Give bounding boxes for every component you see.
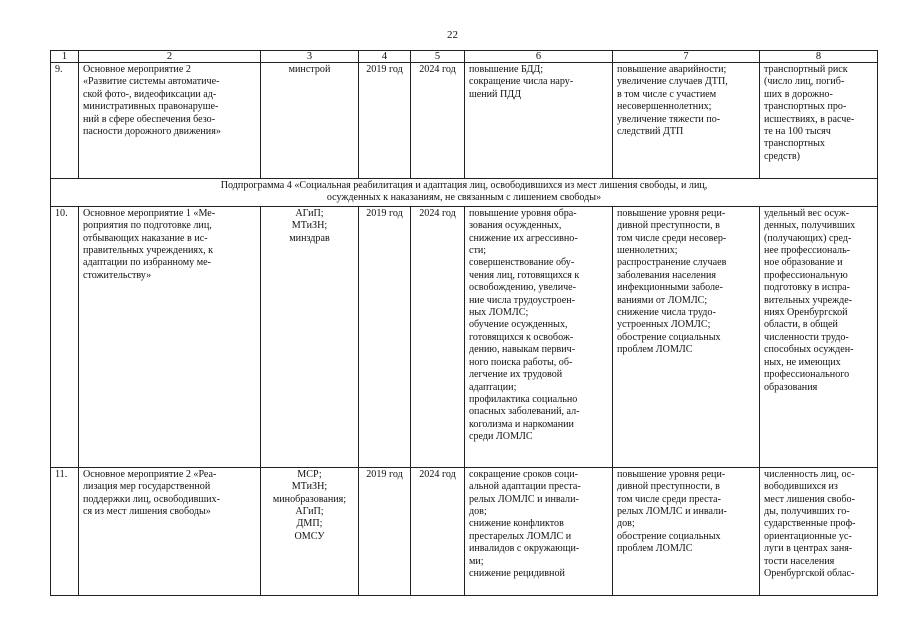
column-number: 6 bbox=[465, 51, 613, 63]
text-line: вительных учрежде- bbox=[764, 294, 853, 306]
text-line: ся из мест лишения свободы» bbox=[83, 506, 211, 518]
text-line: ми; bbox=[469, 555, 484, 567]
start-year-cell: 2019 год bbox=[359, 63, 411, 179]
text-line: министративных правонаруше- bbox=[83, 101, 219, 113]
text-line: (число лиц, погиб- bbox=[764, 76, 845, 88]
end-year-cell: 2024 год bbox=[411, 467, 465, 595]
text-line: сокращение числа нару- bbox=[469, 76, 574, 88]
text-line: ды, получивших го- bbox=[764, 506, 850, 518]
text-line: образования bbox=[764, 381, 818, 393]
text-line: те на 100 тысяч bbox=[764, 126, 831, 138]
start-year-cell: 2019 год bbox=[359, 467, 411, 595]
text-line: альной адаптации преста- bbox=[469, 481, 581, 493]
consequences-cell bbox=[613, 206, 760, 467]
indicator-cell bbox=[760, 63, 878, 179]
text-line: (получающих) сред- bbox=[764, 232, 852, 244]
text-line: престарелых ЛОМЛС и bbox=[469, 530, 572, 542]
text-line: минстрой bbox=[288, 64, 331, 75]
text-line: численность лиц, ос- bbox=[764, 468, 855, 480]
text-line: транспортный риск bbox=[764, 64, 848, 75]
text-line: поддержки лиц, освободивших- bbox=[83, 493, 220, 505]
text-line: вободившихся из bbox=[764, 481, 838, 493]
indicator-cell bbox=[760, 467, 878, 595]
text-line: инфекционными заболе- bbox=[617, 282, 723, 294]
text-line: Оренбургской облас- bbox=[764, 568, 855, 580]
text-line: среди ЛОМЛС bbox=[469, 431, 533, 443]
text-line: Основное мероприятие 1 «Ме- bbox=[83, 207, 216, 219]
text-line: повышение уровня реци- bbox=[617, 207, 726, 219]
text-line: обострение социальных bbox=[617, 331, 721, 343]
page-number: 22 bbox=[447, 29, 458, 41]
text-line: минздрав bbox=[289, 232, 330, 244]
text-line: транспортных bbox=[764, 138, 825, 150]
text-line: обострение социальных bbox=[617, 530, 721, 542]
row-number: 10. bbox=[51, 206, 79, 467]
text-line: увеличение случаев ДТП, bbox=[617, 76, 728, 88]
measure-cell bbox=[79, 206, 261, 467]
measures-table bbox=[50, 50, 878, 596]
text-line: ших в дорожно- bbox=[764, 88, 833, 100]
executor-cell bbox=[261, 63, 359, 179]
text-line: адаптации; bbox=[469, 381, 517, 393]
indicator-cell bbox=[760, 206, 878, 467]
text-line: ний в сфере обеспечения безо- bbox=[83, 113, 216, 125]
text-line: отбывающих наказание в ис- bbox=[83, 232, 208, 244]
text-line: правительных учреждениях, к bbox=[83, 245, 214, 257]
text-line: снижение рецидивной bbox=[469, 568, 565, 580]
text-line: инвалидов с окружающи- bbox=[469, 543, 580, 555]
text-line: распространение случаев bbox=[617, 257, 727, 269]
end-year-cell: 2024 год bbox=[411, 63, 465, 179]
text-line: ных ЛОМЛС; bbox=[469, 307, 529, 319]
text-line: способных осужден- bbox=[764, 344, 854, 356]
text-line: зования осужденных, bbox=[469, 220, 562, 232]
text-line: готовящихся к освобож- bbox=[469, 331, 574, 343]
text-line: транспортных про- bbox=[764, 101, 847, 113]
text-line: ное образование и bbox=[764, 257, 843, 269]
text-line: адаптации по избранному ме- bbox=[83, 257, 211, 269]
text-line: легчение их трудовой bbox=[469, 369, 563, 381]
text-line: дению, навыкам первич- bbox=[469, 344, 576, 356]
text-line: шений ПДД bbox=[469, 88, 522, 100]
text-line: повышение уровня обра- bbox=[469, 207, 577, 219]
text-line: численности трудо- bbox=[764, 331, 849, 343]
result-cell bbox=[465, 206, 613, 467]
executor-cell bbox=[261, 206, 359, 467]
text-line: нее профессиональ- bbox=[764, 245, 851, 257]
text-line: в том числе с участием bbox=[617, 88, 717, 100]
text-line: тости населения bbox=[764, 555, 835, 567]
text-line: профессиональную bbox=[764, 269, 848, 281]
text-line: совершенствование обу- bbox=[469, 257, 575, 269]
text-line: Основное мероприятие 2 «Реа- bbox=[83, 468, 217, 480]
text-line: том числе среди несовер- bbox=[617, 232, 727, 244]
row-number: 9. bbox=[51, 63, 79, 179]
text-line: ДМП; bbox=[296, 518, 323, 530]
text-line: ваниями от ЛОМЛС; bbox=[617, 294, 708, 306]
text-line: том числе среди преста- bbox=[617, 493, 722, 505]
text-line: ных, не имеющих bbox=[764, 356, 841, 368]
text-line: дов; bbox=[617, 518, 635, 530]
table-row bbox=[51, 206, 878, 467]
executor-cell bbox=[261, 467, 359, 595]
text-line: снижение числа трудо- bbox=[617, 307, 716, 319]
text-line: ниях Оренбургской bbox=[764, 307, 848, 319]
text-line: исшествиях, в расче- bbox=[764, 113, 855, 125]
text-line: МТиЗН; bbox=[291, 481, 328, 493]
column-number: 3 bbox=[261, 51, 359, 63]
text-line: повышение уровня реци- bbox=[617, 468, 726, 480]
table-row bbox=[51, 63, 878, 179]
text-line: повышение аварийности; bbox=[617, 64, 727, 75]
text-line: осужденных к наказаниям, не связанным с лишением свободы» bbox=[326, 192, 602, 204]
text-line: ОМСУ bbox=[294, 530, 325, 542]
text-line: ного поиска работы, об- bbox=[469, 356, 573, 368]
text-line: луги в центрах заня- bbox=[764, 543, 853, 555]
text-line: лизация мер государственной bbox=[83, 481, 211, 493]
text-line: несовершеннолетних; bbox=[617, 101, 712, 113]
text-line: дивной преступности, в bbox=[617, 220, 720, 232]
consequences-cell bbox=[613, 467, 760, 595]
subprogram-title bbox=[51, 179, 878, 207]
column-number: 7 bbox=[613, 51, 760, 63]
column-number-row bbox=[51, 51, 878, 63]
text-line: минобразования; bbox=[272, 493, 347, 505]
text-line: проблем ЛОМЛС bbox=[617, 344, 693, 356]
text-line: области, в общей bbox=[764, 319, 838, 331]
text-line: обучение осужденных, bbox=[469, 319, 568, 331]
text-line: следствий ДТП bbox=[617, 126, 684, 138]
text-line: сокращение сроков соци- bbox=[469, 468, 579, 480]
text-line: роприятия по подготовке лиц, bbox=[83, 220, 212, 232]
text-line: средств) bbox=[764, 150, 801, 162]
text-line: стожительству» bbox=[83, 269, 152, 281]
consequences-cell bbox=[613, 63, 760, 179]
text-line: удельный вес осуж- bbox=[764, 207, 850, 219]
text-line: заболевания населения bbox=[617, 269, 717, 281]
measure-cell bbox=[79, 63, 261, 179]
text-line: профилактика социально bbox=[469, 393, 578, 405]
text-line: подготовку в испра- bbox=[764, 282, 850, 294]
text-line: шеннолетних; bbox=[617, 245, 678, 257]
text-line: мест лишения свобо- bbox=[764, 493, 855, 505]
column-number: 8 bbox=[760, 51, 878, 63]
text-line: снижение их агрессивно- bbox=[469, 232, 578, 244]
result-cell bbox=[465, 467, 613, 595]
text-line: коголизма и наркомании bbox=[469, 418, 574, 430]
result-cell bbox=[465, 63, 613, 179]
text-line: АГиП; bbox=[295, 506, 324, 518]
text-line: сти; bbox=[469, 245, 487, 257]
text-line: снижение конфликтов bbox=[469, 518, 564, 530]
table-row bbox=[51, 467, 878, 595]
row-number: 11. bbox=[51, 467, 79, 595]
text-line: ориентационные ус- bbox=[764, 530, 852, 542]
text-line: устроенных ЛОМЛС; bbox=[617, 319, 711, 331]
column-number: 1 bbox=[51, 51, 79, 63]
text-line: опасных заболеваний, ал- bbox=[469, 406, 580, 418]
text-line: проблем ЛОМЛС bbox=[617, 543, 693, 555]
column-number: 5 bbox=[411, 51, 465, 63]
text-line: дов; bbox=[469, 506, 487, 518]
text-line: Основное мероприятие 2 bbox=[83, 64, 191, 75]
subprogram-row bbox=[51, 179, 878, 207]
text-line: «Развитие системы автоматиче- bbox=[83, 76, 220, 88]
text-line: сударственные проф- bbox=[764, 518, 856, 530]
column-number: 4 bbox=[359, 51, 411, 63]
text-line: релых ЛОМЛС и инвали- bbox=[617, 506, 727, 518]
text-line: увеличение тяжести по- bbox=[617, 113, 721, 125]
text-line: АГиП; bbox=[295, 207, 324, 219]
text-line: дивной преступности, в bbox=[617, 481, 720, 493]
text-line: Подпрограмма 4 «Социальная реабилитация и адаптация лиц, освободившихся из мест лишения свободы, и лиц, bbox=[220, 180, 708, 191]
text-line: ской фото-, видеофиксации ад- bbox=[83, 88, 217, 100]
text-line: освобождению, увеличе- bbox=[469, 282, 577, 294]
text-line: ние числа трудоустроен- bbox=[469, 294, 575, 306]
measure-cell bbox=[79, 467, 261, 595]
text-line: чения лиц, готовящихся к bbox=[469, 269, 580, 281]
start-year-cell: 2019 год bbox=[359, 206, 411, 467]
text-line: релых ЛОМЛС и инвали- bbox=[469, 493, 579, 505]
text-line: МСР; bbox=[297, 468, 322, 480]
column-number: 2 bbox=[79, 51, 261, 63]
text-line: профессионального bbox=[764, 369, 850, 381]
text-line: повышение БДД; bbox=[469, 64, 544, 75]
text-line: пасности дорожного движения» bbox=[83, 126, 221, 138]
text-line: МТиЗН; bbox=[291, 220, 328, 232]
end-year-cell: 2024 год bbox=[411, 206, 465, 467]
text-line: денных, получивших bbox=[764, 220, 856, 232]
